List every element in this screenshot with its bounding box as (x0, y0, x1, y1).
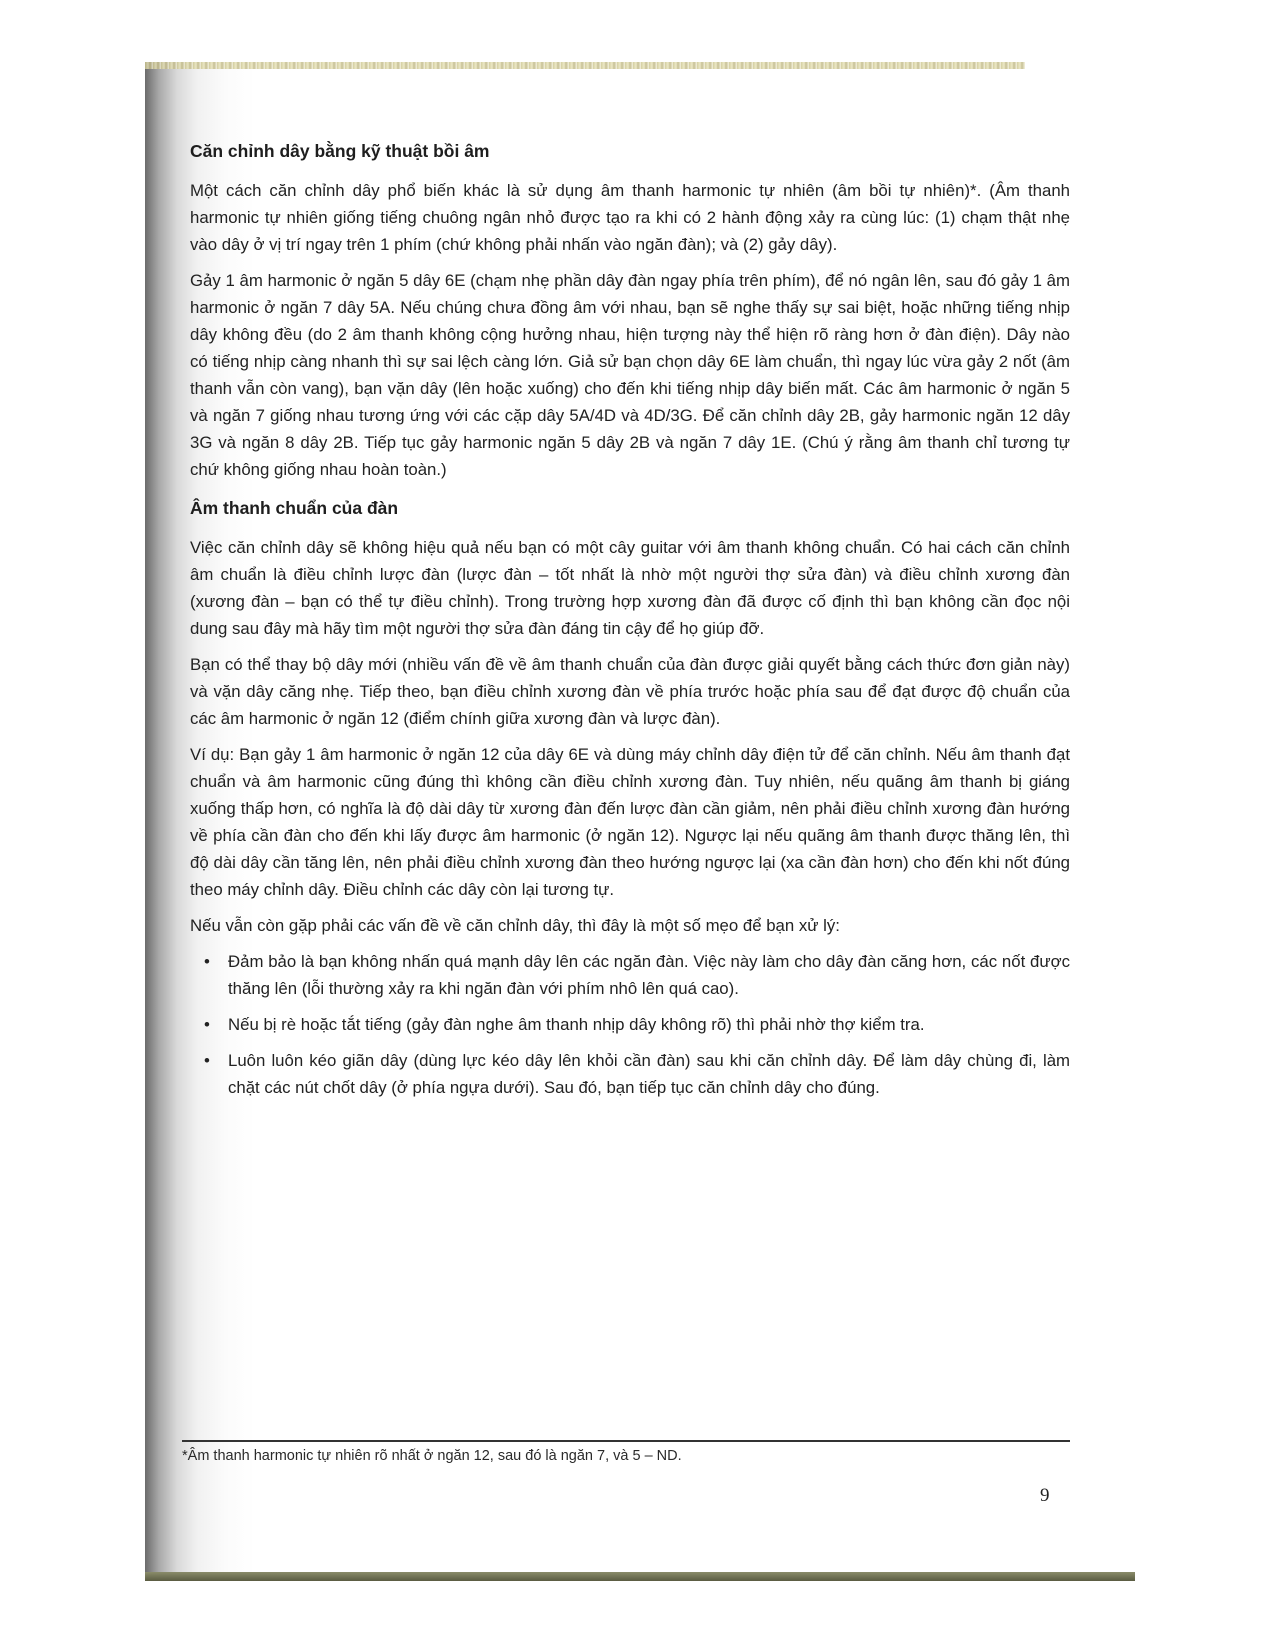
footnote: *Âm thanh harmonic tự nhiên rõ nhất ở ngăn 12, sau đó là ngăn 7, và 5 – ND. (182, 1448, 682, 1464)
bullet-icon: • (204, 1051, 210, 1070)
list-item-text: Luôn luôn kéo giãn dây (dùng lực kéo dây lên khỏi cần đàn) sau khi căn chỉnh dây. Để làm dây chùng đi, làm chặt các nút chốt dây (ở phía ngựa dưới). Sau đó, bạn tiếp tục căn chỉnh dây cho đúng. (228, 1051, 1070, 1097)
paragraph-intonation-example: Ví dụ: Bạn gảy 1 âm harmonic ở ngăn 12 của dây 6E và dùng máy chỉnh dây điện tử để căn chỉnh. Nếu âm thanh đạt chuẩn và âm harmonic cũng đúng thì không cần điều chỉnh xương đàn. Tuy nhiên, nếu quãng âm thanh bị giáng xuống thấp hơn, có nghĩa là độ dài dây từ xương đàn đến lược đàn cần giảm, nên phải điều chỉnh xương đàn hướng về phía cần đàn cho đến khi lấy được âm harmonic (ở ngăn 12). Ngược lại nếu quãng âm thanh được thăng lên, thì độ dài dây cần tăng lên, nên phải điều chỉnh xương đàn theo hướng ngược lại (xa cần đàn hơn) cho đến khi nốt đúng theo máy chỉnh dây. Điều chỉnh các dây còn lại tương tự. (190, 745, 1070, 899)
page-content (190, 138, 1070, 1110)
page-bottom-edge (145, 1572, 1135, 1581)
section-heading-harmonic-tuning: Căn chỉnh dây bằng kỹ thuật bồi âm (190, 141, 490, 161)
list-item (204, 1047, 1070, 1101)
page-top-edge (145, 62, 1025, 69)
section-heading-intonation: Âm thanh chuẩn của đàn (190, 498, 399, 518)
footnote-divider (182, 1440, 1070, 1442)
list-item (204, 948, 1070, 1002)
paragraph-harmonic-method: Gảy 1 âm harmonic ở ngăn 5 dây 6E (chạm nhẹ phần dây đàn ngay phía trên phím), để nó ngân lên, sau đó gảy 1 âm harmonic ở ngăn 7 dây 5A. Nếu chúng chưa đồng âm với nhau, bạn sẽ nghe thấy sự sai biệt, hoặc những tiếng nhịp dây không đều (do 2 âm thanh không cộng hưởng nhau, hiện tượng này thể hiện rõ ràng hơn ở đàn điện). Dây nào có tiếng nhịp càng nhanh thì sự sai lệch càng lớn. Giả sử bạn chọn dây 6E làm chuẩn, thì ngay lúc vừa gảy 2 nốt (âm thanh vẫn còn vang), bạn vặn dây (lên hoặc xuống) cho đến khi tiếng nhịp dây biến mất. Các âm harmonic ở ngăn 5 và ngăn 7 giống nhau tương ứng với các cặp dây 5A/4D và 4D/3G. Để căn chỉnh dây 2B, gảy harmonic ngăn 12 dây 3G và ngăn 8 dây 2B. Tiếp tục gảy harmonic ngăn 5 dây 2B và ngăn 7 dây 1E. (Chú ý rằng âm thanh chỉ tương tự chứ không giống nhau hoàn toàn.) (190, 271, 1070, 479)
paragraph-intonation-intro: Việc căn chỉnh dây sẽ không hiệu quả nếu bạn có một cây guitar với âm thanh không chuẩn. Có hai cách căn chỉnh âm chuẩn là điều chỉnh lược đàn (lược đàn – tốt nhất là nhờ một người thợ sửa đàn) và điều chỉnh xương đàn (xương đàn – bạn có thể tự điều chỉnh). Trong trường hợp xương đàn đã được cố định thì bạn không cần đọc nội dung sau đây mà hãy tìm một người thợ sửa đàn đáng tin cậy để họ giúp đỡ. (190, 538, 1070, 638)
paragraph-tips-intro: Nếu vẫn còn gặp phải các vấn đề về căn chỉnh dây, thì đây là một số mẹo để bạn xử lý: (190, 916, 840, 935)
tips-list (190, 948, 1070, 1101)
page-number: 9 (1040, 1485, 1050, 1506)
paragraph-harmonic-intro: Một cách căn chỉnh dây phổ biến khác là sử dụng âm thanh harmonic tự nhiên (âm bồi tự nhiên)*. (Âm thanh harmonic tự nhiên giống tiếng chuông ngân nhỏ được tạo ra khi có 2 hành động xảy ra cùng lúc: (1) chạm thật nhẹ vào dây ở vị trí ngay trên 1 phím (chứ không phải nhấn vào ngăn đàn); và (2) gảy dây). (190, 181, 1070, 254)
bullet-icon: • (204, 1015, 210, 1034)
bullet-icon: • (204, 952, 210, 971)
list-item-text: Nếu bị rè hoặc tắt tiếng (gảy đàn nghe âm thanh nhịp dây không rõ) thì phải nhờ thợ kiểm tra. (228, 1015, 925, 1034)
list-item (204, 1011, 1070, 1038)
paragraph-intonation-strings: Bạn có thể thay bộ dây mới (nhiều vấn đề về âm thanh chuẩn của đàn được giải quyết bằng cách thức đơn giản này) và vặn dây căng nhẹ. Tiếp theo, bạn điều chỉnh xương đàn về phía trước hoặc phía sau để đạt được độ chuẩn của các âm harmonic ở ngăn 12 (điểm chính giữa xương đàn và lược đàn). (190, 655, 1070, 728)
list-item-text: Đảm bảo là bạn không nhấn quá mạnh dây lên các ngăn đàn. Việc này làm cho dây đàn căng hơn, các nốt được thăng lên (lỗi thường xảy ra khi ngăn đàn với phím nhô lên quá cao). (228, 952, 1070, 998)
